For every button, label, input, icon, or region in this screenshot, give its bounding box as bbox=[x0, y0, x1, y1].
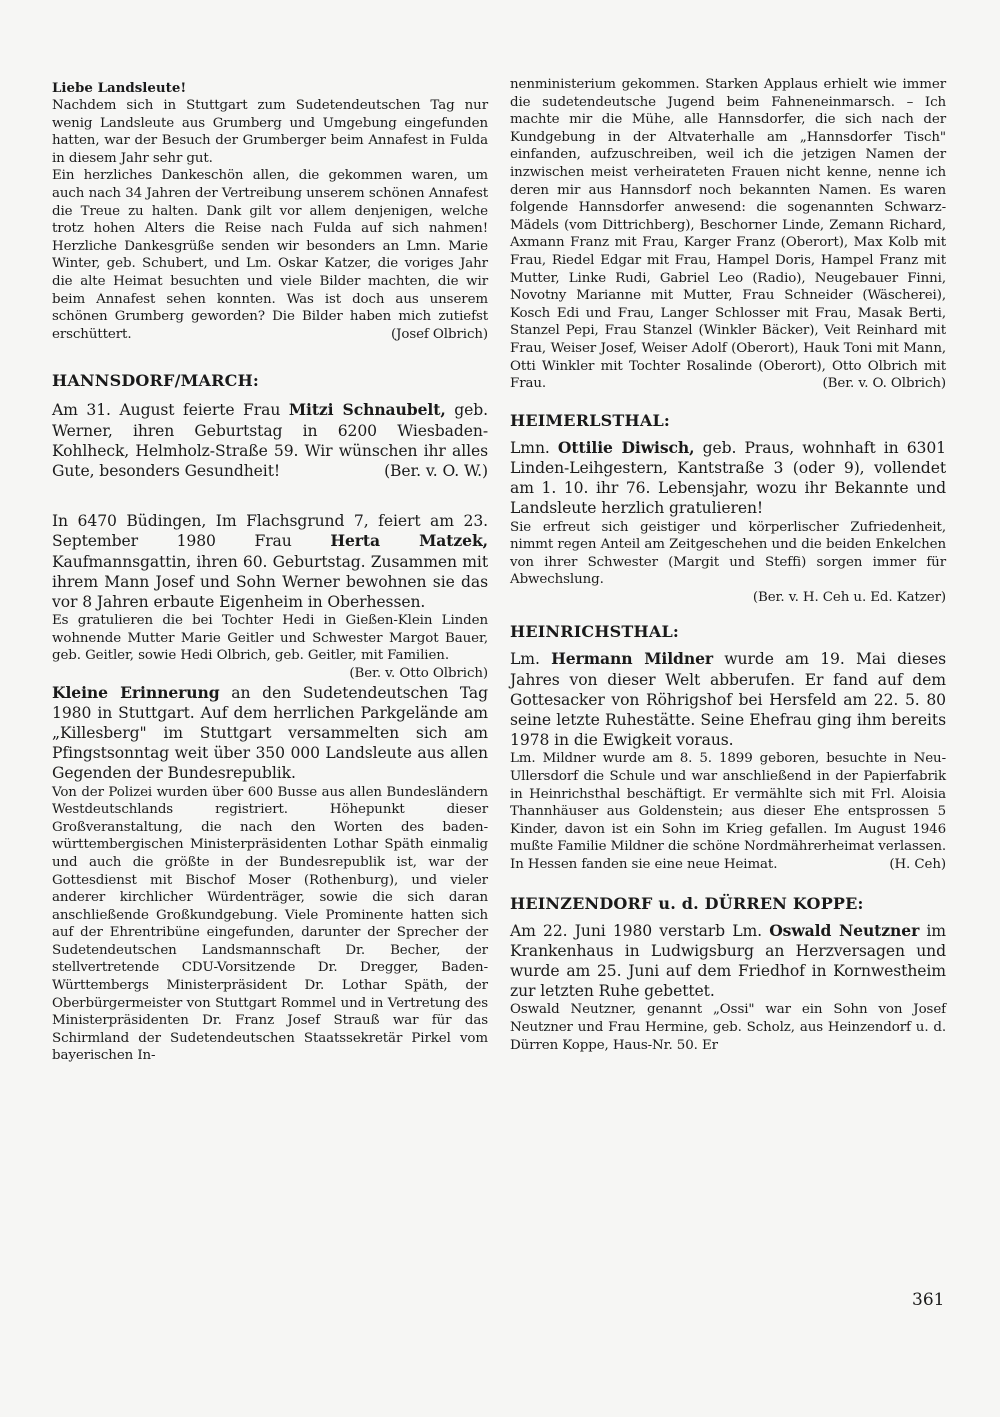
hannsdorf-section bbox=[52, 371, 488, 1065]
text: Kaufmannsgattin, ihren 60. Geburtstag. Zusammen mit ihrem Mann Josef und Sohn Werner bewohnen sie das vor 8 Jahren erbaute Eigenheim in Oberhessen. bbox=[52, 552, 488, 611]
text: wurde am 19. Mai dieses Jahres von dieser Welt abberufen. Er fand auf dem Gottesacker von Röhrigshof bei Hersfeld am 22. 5. 80 seine letzte Ruhestätte. Seine Ehefrau ging ihm bereits 1978 in die Ewigkeit voraus. bbox=[510, 650, 946, 750]
article-note: Oswald Neutzner, genannt „Ossi" war ein Sohn von Josef Neutzner und Frau Hermine, geb. Scholz, aus Heinzendorf u. d. Dürren Koppe, Haus-Nr. 50. Er bbox=[510, 1002, 946, 1053]
text: Lmn. bbox=[510, 438, 558, 457]
article-paragraph bbox=[510, 649, 946, 750]
article-paragraph bbox=[52, 400, 488, 481]
text: Lm. Mildner wurde am 8. 5. 1899 geboren, besuchte in Neu-Ullersdorf die Schule und war anschließend in der Papierfabrik in Heinrichsthal beschäftigt. Er vermählte sich mit Frl. Aloisia Thannhäuser aus Goldenstein; aus dieser Ehe entsprossen 5 Kinder, davon ist ein Sohn im Krieg gefallen. Im August 1946 mußte Familie Mildner die schöne Nordmährerheimat verlassen. In Hessen fanden sie eine neue Heimat. bbox=[510, 751, 946, 873]
text: Am 31. August feierte Frau bbox=[52, 401, 289, 420]
article-note bbox=[52, 612, 488, 681]
letter-paragraph: Nachdem sich in Stuttgart zum Sudetendeutschen Tag nur wenig Landsleute aus Grumberg und Umgebung eingefunden hatten, war der Besuch der Grumberger beim Annafest in Fulda in diesem Jahr sehr gut. bbox=[52, 98, 488, 166]
text: im Krankenhaus in Ludwigsburg an Herzversagen und wurde am 25. Juni auf dem Friedhof in Kornwestheim zur letzten Ruhe gebettet. bbox=[510, 921, 946, 1001]
person-name: Ottilie Diwisch, bbox=[557, 437, 695, 457]
article-paragraph bbox=[52, 683, 488, 784]
left-column bbox=[52, 80, 488, 1065]
signature: (Josef Olbrich) bbox=[390, 326, 488, 342]
signature: (Ber. v. O. Olbrich) bbox=[822, 376, 946, 392]
text: geb. Praus, wohnhaft in 6301 Linden-Leihgestern, Kantstraße 3 (oder 9), vollendet am 1. 10. ihr 76. Lebensjahr, wozu ihr Bekannte und Landsleute herzlich gratulieren! bbox=[510, 438, 946, 518]
text: an den Sudetendeutschen Tag 1980 in Stuttgart. Auf dem herrlichen Parkgelände am „Killesberg" im Stuttgart versammelten sich am Pfingstsonntag weit über 350 000 Landsleute aus allen Gegenden der Bundesrepublik. bbox=[52, 683, 488, 783]
article-title: Kleine Erinnerung bbox=[52, 682, 220, 702]
letter-text: Ein herzliches Dankeschön allen, die gekommen waren, um auch nach 34 Jahren der Vertreibung unserem schönen Annafest die Treue zu halten. Dank gilt vor allem denjenigen, welche trotz hohen Alters die Reise nach Fulda auf sich nahmen! Herzliche Dankesgrüße senden wir besonders an Lmn. Marie Winter, geb. Schubert, und Lm. Oskar Katzer, die voriges Jahr die alte Heimat besuchten und viele Bilder machten, die wir beim Annafest sehen konnten. Was ist doch aus unserem schönen Grumberg geworden? Die Bilder haben mich zutiefst erschüttert. bbox=[52, 168, 488, 342]
signature: (H. Ceh) bbox=[889, 857, 946, 873]
section-heading: HEINRICHSTHAL: bbox=[510, 622, 680, 642]
article-paragraph bbox=[510, 921, 946, 1002]
article-note: Sie erfreut sich geistiger und körperlischer Zufriedenheit, nimmt regen Anteil am Zeitgeschehen und die beiden Enkelchen von ihrer Schwester (Margit und Steffi) sorgen immer für Abwechslung. bbox=[510, 519, 946, 588]
text: Am 22. Juni 1980 verstarb Lm. bbox=[510, 921, 770, 940]
right-column bbox=[510, 76, 946, 1054]
section-heading: HEINZENDORF u. d. DÜRREN KOPPE: bbox=[510, 893, 864, 913]
signature: (Ber. v. H. Ceh u. Ed. Katzer) bbox=[752, 589, 946, 605]
letter-section bbox=[52, 80, 488, 343]
person-name: Herta Matzek, bbox=[330, 531, 489, 551]
signature: (Ber. v. Otto Olbrich) bbox=[349, 665, 488, 681]
signature: (Ber. v. O. W.) bbox=[384, 461, 488, 480]
article-paragraph bbox=[510, 438, 946, 519]
text: Lm. bbox=[510, 650, 552, 669]
person-name: Hermann Mildner bbox=[551, 649, 714, 669]
heimerlsthal-section bbox=[510, 411, 946, 607]
text: nenministerium gekommen. Starken Applaus erhielt wie immer die sudetendeutsche Jugend beim Fahneneinmarsch. – Ich machte mir die Mühe, alle Hannsdorfer, die sich nach der Kundgebung in der Altvaterhalle am „Hannsdorfer Tisch" einfanden, aufzuschreiben, weil ich die jetzigen Namen der inzwischen meist verheirateten Frauen nicht kenne, nenne ich deren mir aus Hannsdorf noch bekannten Namen. Es waren folgende Hannsdorfer anwesend: die sogenannten Schwarz-Mädels (vom Dittrichberg), Beschorner Linde, Zemann Richard, Axmann Franz mit Frau, Karger Franz (Oberort), Max Kolb mit Frau, Riedel Edgar mit Frau, Hampel Doris, Hampel Franz mit Mutter, Linke Rudi, Gabriel Leo (Radio), Neugebauer Finni, Novotny Marianne mit Mutter, Frau Schneider (Wäscherei), Kosch Edi und Frau, Langer Schlosser mit Frau, Masak Berti, Stanzel Pepi, Frau Stanzel (Winkler Bäcker), Veit Reinhard mit Frau, Weiser Josef, Weiser Adolf (Oberort), Hauk Toni mit Mann, Otti Winkler mit Tochter Rosalinde (Oberort), Otto Olbrich mit Frau. bbox=[510, 77, 946, 392]
article-note: Von der Polizei wurden über 600 Busse aus allen Bundesländern Westdeutschlands registriert. Höhepunkt dieser Großveranstaltung, die nach den Worten des baden-württembergischen Ministerpräsidenten Lothar Späth einmalig und auch die größte in der Bundesrepublik ist, war der Gottesdienst mit Bischof Moser (Rothenburg), und vieler anderer kirchlicher Würdenträger, sowie die sich daran anschließende Großkundgebung. Viele Prominente hatten sich auf der Ehrentribüne eingefunden, darunter der Sprecher der Sudetendeutschen Landsmannschaft Dr. Becher, der stellvertretende CDU-Vorsitzende Dr. Dregger, Baden-Württembergs Ministerpräsident Dr. Lothar Späth, der Oberbürgermeister von Stuttgart Rommel und in Vertretung des Ministerpräsidenten Dr. Franz Josef Strauß war für das Schirmland der Sudetendeutschen Staatssekretär Pirkel vom bayerischen In- bbox=[52, 784, 488, 1064]
article-paragraph bbox=[52, 511, 488, 612]
continuation-paragraph bbox=[510, 76, 946, 393]
letter-paragraph bbox=[52, 167, 488, 343]
text: geb. Werner, ihren Geburtstag in 6200 Wiesbaden-Kohlheck, Helmholz-Straße 59. Wir wünschen ihr alles Gute, besonders Gesundheit! bbox=[52, 401, 488, 480]
letter-heading: Liebe Landsleute! bbox=[52, 80, 187, 96]
section-heading: HEIMERLSTHAL: bbox=[510, 410, 670, 430]
text: Es gratulieren die bei Tochter Hedi in Gießen-Klein Linden wohnende Mutter Marie Geitler und Schwester Margot Bauer, geb. Geitler, sowie Hedi Olbrich, geb. Geitler, mit Familien. bbox=[52, 613, 488, 664]
person-name: Mitzi Schnaubelt, bbox=[288, 400, 446, 420]
heinzendorf-section bbox=[510, 894, 946, 1055]
article-note bbox=[510, 750, 946, 873]
section-heading: HANNSDORF/MARCH: bbox=[52, 371, 260, 391]
text: In 6470 Büdingen, Im Flachsgrund 7, feiert am 23. September 1980 Frau bbox=[52, 512, 488, 551]
person-name: Oswald Neutzner bbox=[769, 920, 920, 940]
heinrichsthal-section bbox=[510, 622, 946, 873]
page-number: 361 bbox=[912, 1290, 945, 1310]
